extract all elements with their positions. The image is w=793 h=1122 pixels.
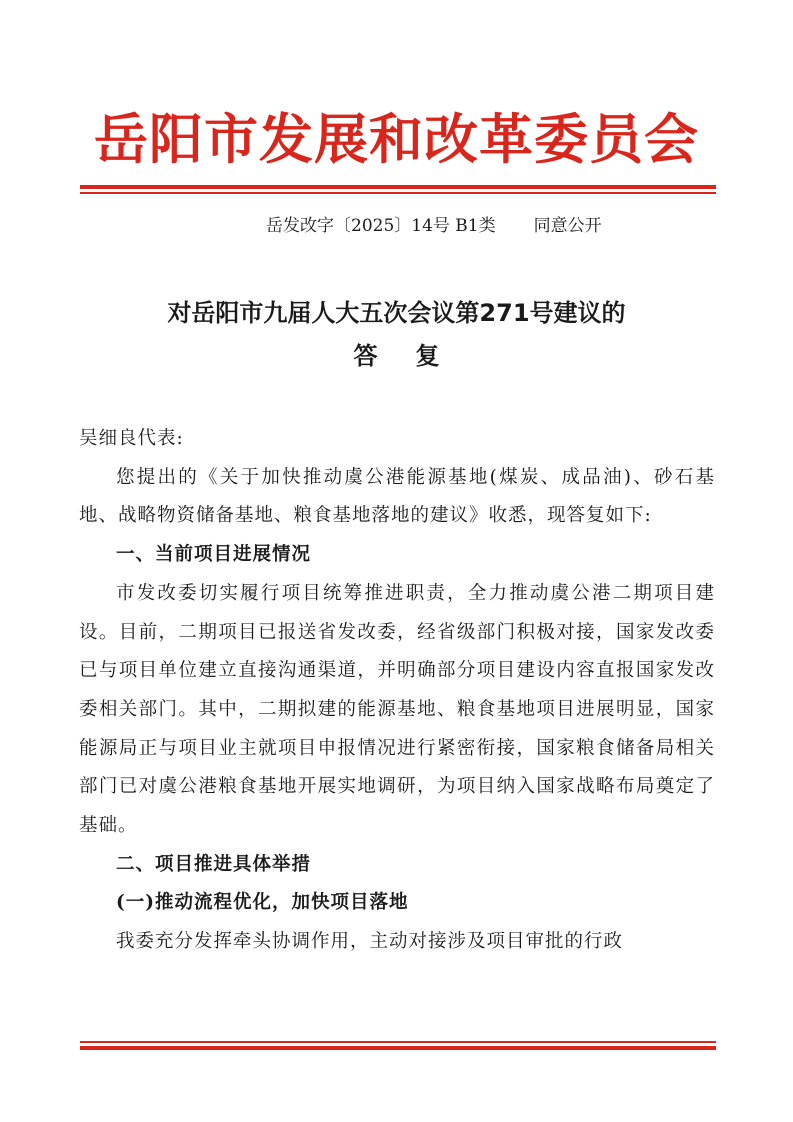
letterhead-divider-thin — [80, 192, 716, 194]
document-number: 岳发改字〔2025〕14号 B1类 — [266, 216, 496, 236]
document-body — [79, 420, 715, 962]
document-number-line — [266, 212, 602, 240]
section2-heading: 二、项目推进具体举措 — [116, 853, 312, 875]
subsection1-paragraph: 我委充分发挥牵头协调作用，主动对接涉及项目审批的行政 — [116, 931, 624, 953]
letterhead-divider-thick — [80, 185, 716, 189]
intro-paragraph: 您提出的《关于加快推动虞公港能源基地(煤炭、成品油)、砂石基地、战略物资储备基地、粮食基地落地的建议》收悉，现答复如下: — [79, 466, 715, 527]
footer-divider-thick — [80, 1046, 716, 1050]
section1-paragraph: 市发改委切实履行项目统筹推进职责，全力推动虞公港二期项目建设。目前，二期项目已报送省发改委，经省级部门积极对接，国家发改委已与项目单位建立直接沟通渠道，并明确部分项目建设内容直报国家发改委相关部门。其中，二期拟建的能源基地、粮食基地项目进展明显，国家能源局正与项目业主就项目申报情况进行紧密衔接，国家粮食储备局相关部门已对虞公港粮食基地开展实地调研，为项目纳入国家战略布局奠定了基础。 — [79, 582, 715, 837]
salutation: 吴细良代表: — [79, 428, 184, 449]
footer-divider-thin — [80, 1041, 716, 1043]
org-letterhead-title: 岳阳市发展和改革委员会 — [94, 108, 699, 171]
disclosure-status: 同意公开 — [533, 216, 602, 236]
section1-heading: 一、当前项目进展情况 — [116, 544, 312, 566]
subsection1-heading: (一)推动流程优化，加快项目落地 — [116, 892, 409, 914]
document-title-line2: 答复 — [353, 342, 478, 370]
document-title-line1: 对岳阳市九届人大五次会议第271号建议的 — [167, 299, 626, 327]
